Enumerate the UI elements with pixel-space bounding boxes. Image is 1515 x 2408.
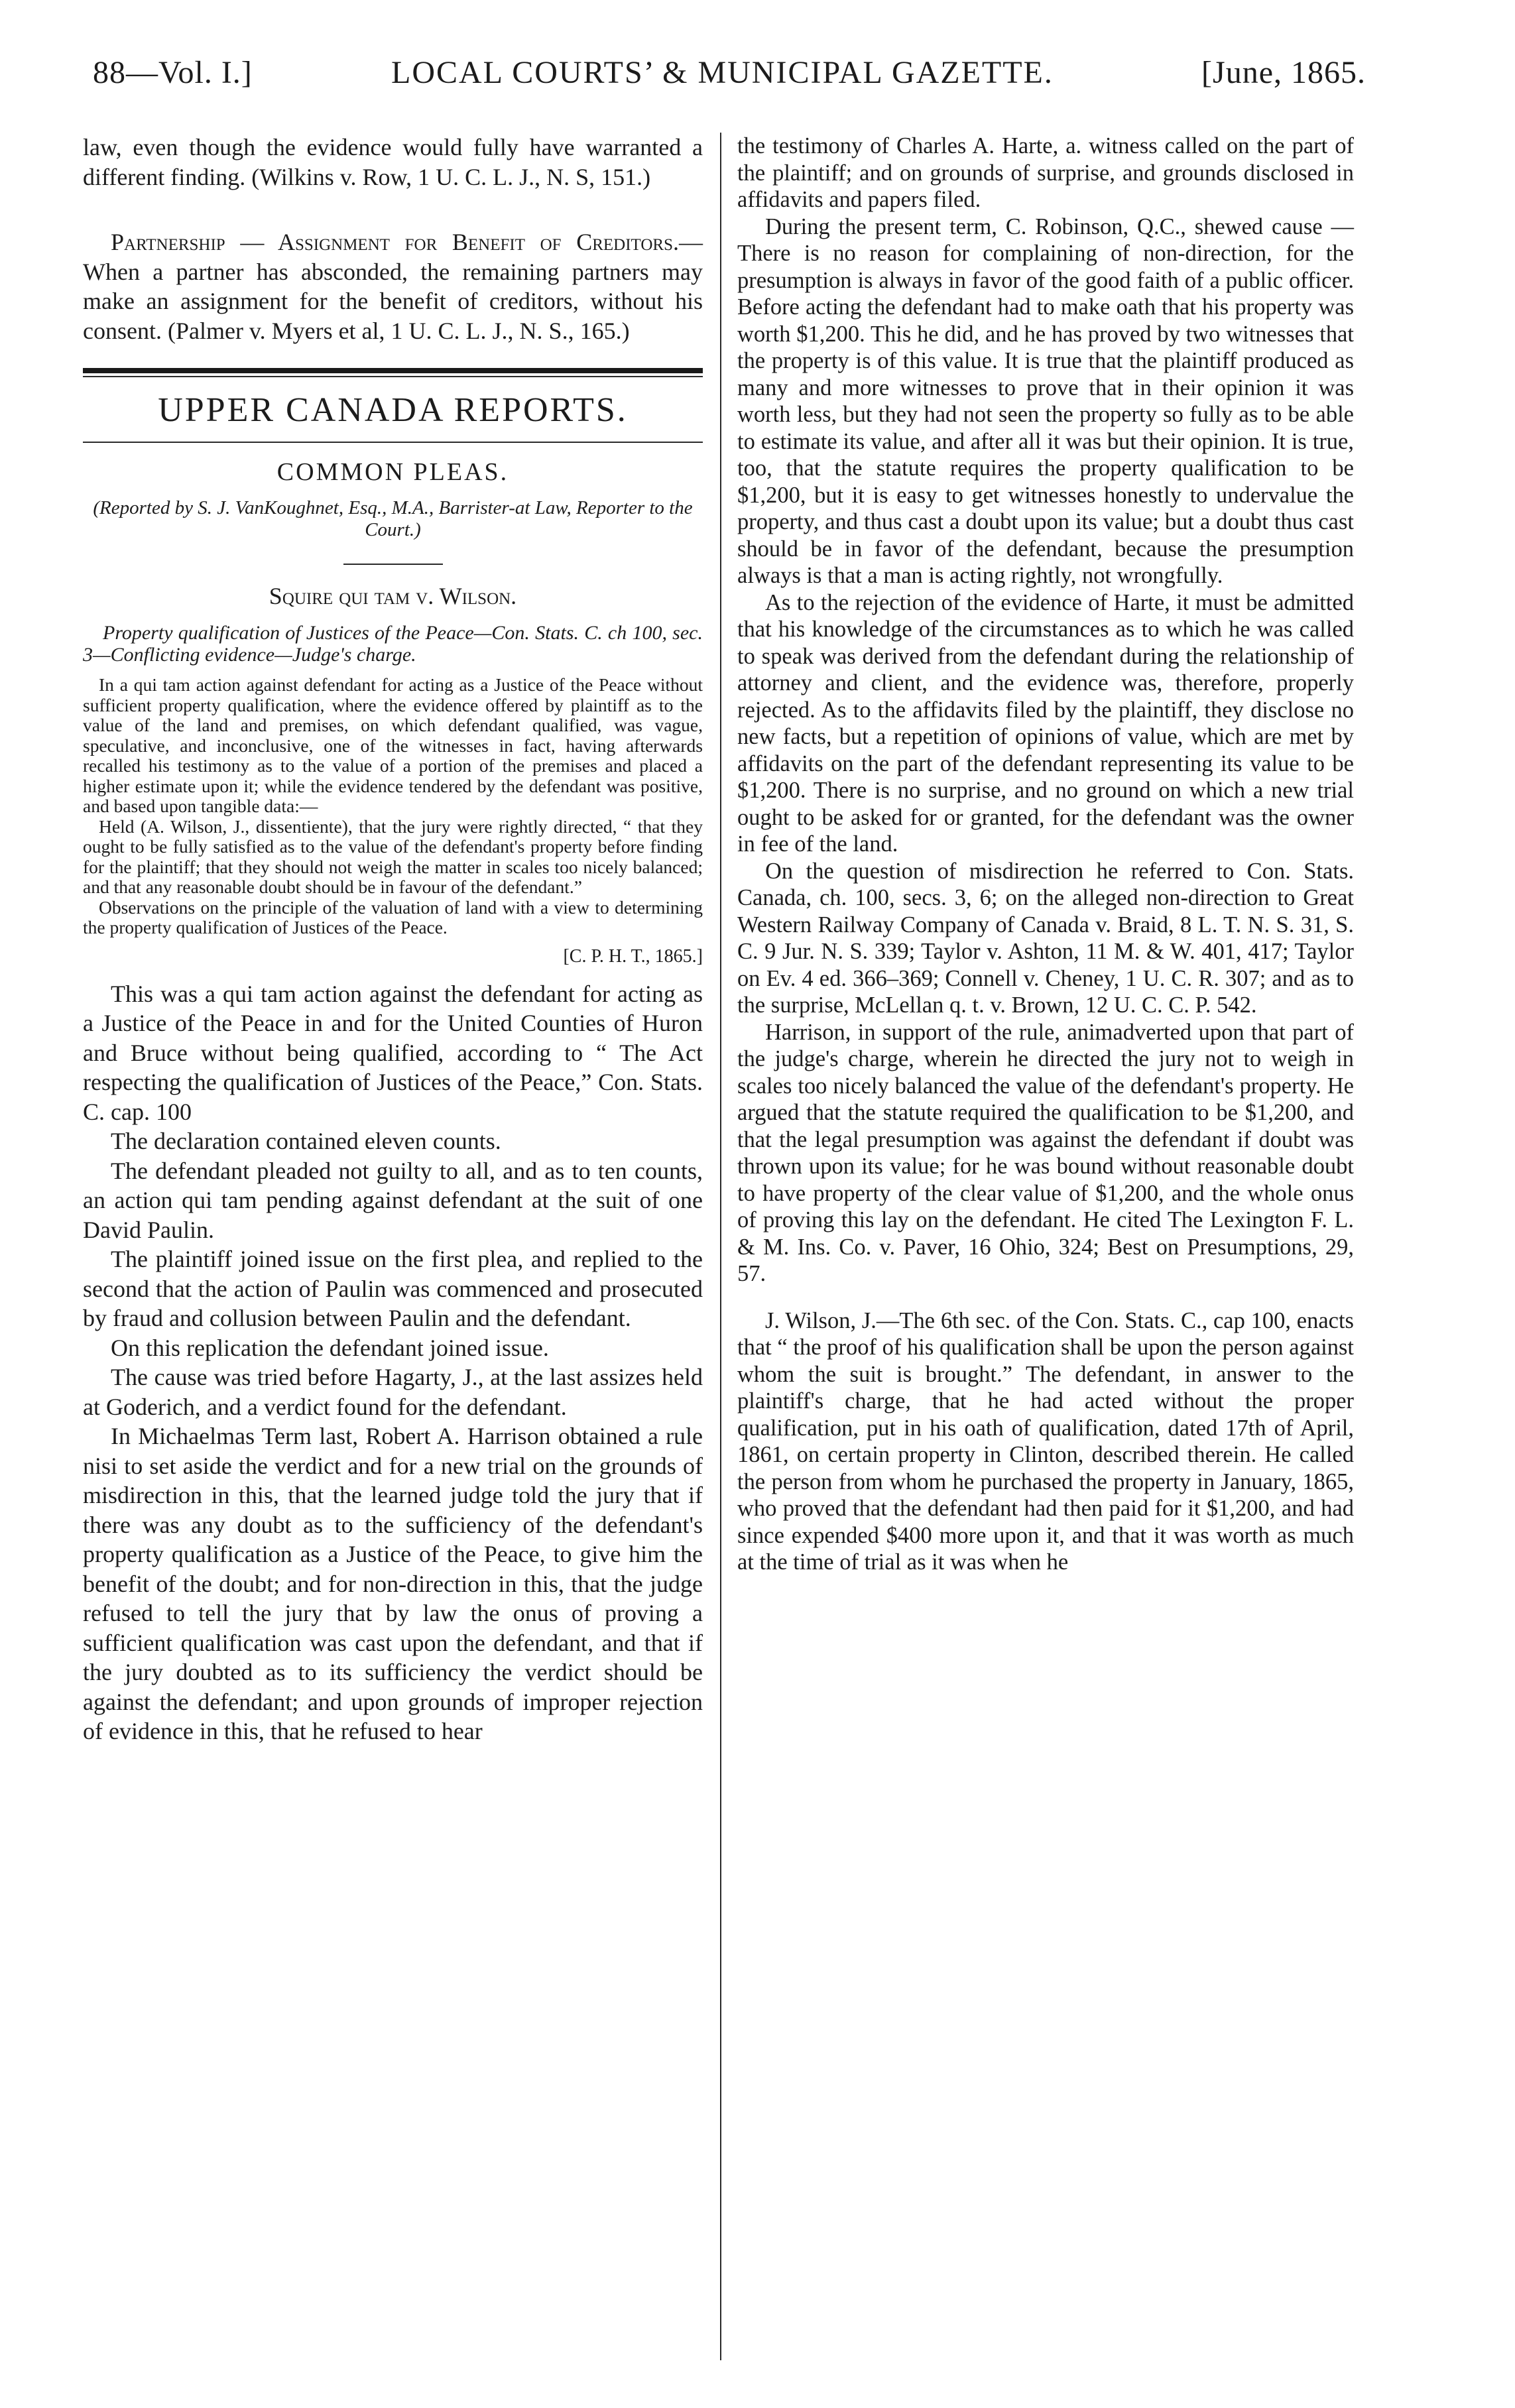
body-paragraph: As to the rejection of the evidence of Harte, it must be admitted that his knowledge of the circumstances as to which he was called to speak was derived from the defendant during the relationship of attorney and client, and the evidence was, therefore, properly rejected. As to the affidavits filed by the plaintiff, they disclose no new facts, but a repetition of opinions of value, which are met by affidavits on the part of the defendant representing its value to be $1,200. There is no surprise, and no ground on which a new trial ought to be asked for or granted, for the defendant was the owner in fee of the land. bbox=[737, 589, 1354, 857]
body-paragraph: The defendant pleaded not guilty to all, and as to ten counts, an action qui tam pending against defendant at the suit of one David Paulin. bbox=[83, 1157, 703, 1243]
section-rule-thin bbox=[83, 376, 703, 377]
headnote-paragraph: Observations on the principle of the valuation of land with a view to determining the property qualification of Justices of the Peace. bbox=[83, 896, 703, 937]
publication-title: LOCAL COURTS’ & MUNICIPAL GAZETTE. bbox=[391, 55, 1054, 90]
body-paragraph: In Michaelmas Term last, Robert A. Harrison obtained a rule nisi to set aside the verdict and for a new trial on the grounds of misdirection in this, that the learned judge told the jury that if there was any doubt as to the sufficiency of the defendant's property qualification as a Justice of the Peace, to give him the benefit of the doubt; and for non-direction in this, that the judge refused to tell the jury that by law the onus of proving a sufficient qualification was cast upon the defendant, and that if the jury doubted as to its sufficiency the verdict should be against the defendant; and upon grounds of improper rejection of evidence in this, that he refused to hear bbox=[83, 1423, 703, 1744]
headnote-paragraph: In a qui tam action against defendant for acting as a Justice of the Peace without sufficient property qualification, where the evidence offered by plaintiff as to the value of the land and premises, on which defendant qualified, was vague, speculative, and inconclusive, one of the witnesses in fact, having afterwards recalled his testimony as to the value of a portion of the premises and placed a higher estimate upon it; while the evidence tendered by the defendant was positive, and based upon tangible data:— bbox=[83, 674, 703, 816]
court-name: COMMON PLEAS. bbox=[276, 458, 509, 486]
body-paragraph: On this replication the defendant joined issue. bbox=[111, 1334, 549, 1361]
case-citation: [C. P. H. T., 1865.] bbox=[563, 945, 703, 967]
body-paragraph: During the present term, C. Robinson, Q.C., shewed cause —There is no reason for complaining of non-direction, for the presumption is always in favor of the good faith of a public officer. Before acting the defendant had to make oath that his property was worth $1,200. This he did, and he has proved by two witnesses that the property is of this value. It is true that the plaintiff produced as many and more witnesses to prove that in their opinion it was worth less, but they had not seen the property so fully as to be able to estimate its value, and after all it was but their opinion. It is true, too, that the statute requires the property qualification to be $1,200, but it is easy to get witnesses honestly to undervalue the property, and thus cast a doubt upon its value; but a doubt thus cast should be in favor of the defendant, because the presumption always is that a man is acting rightly, not wrongfully. bbox=[737, 213, 1354, 588]
note-body: —When a partner has absconded, the remaining partners may make an assignment for the benefit of creditors, without his consent. (Palmer v. Myers et al, 1 U. C. L. J., N. S., 165.) bbox=[83, 229, 703, 344]
intro-text: law, even though the evidence would fully have warranted a different finding. (Wilkins v. Row, 1 U. C. L. J., N. S, 151.) bbox=[83, 134, 703, 190]
section-rule-heavy bbox=[83, 368, 703, 373]
body-paragraph: the testimony of Charles A. Harte, a. witness called on the part of the plaintiff; and on grounds of surprise, and grounds disclosed in affidavits and papers filed. bbox=[737, 133, 1354, 212]
left-column bbox=[83, 133, 703, 1746]
headnote-paragraph: Held (A. Wilson, J., dissentiente), that the jury were rightly directed, “ that they ought to be fully satisfied as to the value of the defendant's property before finding for the plaintiff; that they should not weigh the matter in scales too nicely balanced; and that any reasonable doubt should be in favour of the defendant.” bbox=[83, 815, 703, 897]
body-paragraph: The declaration contained eleven counts. bbox=[111, 1128, 501, 1154]
body-paragraph: On the question of misdirection he referred to Con. Stats. Canada, ch. 100, secs. 3, 6; on the alleged non-direction to Great Western Railway Company of Canada v. Braid, 8 L. T. N. S. 31, S. C. 9 Jur. N. S. 339; Taylor v. Ashton, 11 M. & W. 401, 417; Taylor on Ev. 4 ed. 366–369; Connell v. Cheney, 1 U. C. R. 307; and as to the surprise, McLellan q. t. v. Brown, 12 U. C. C. P. 542. bbox=[737, 858, 1354, 1018]
note-heading: Partnership — Assignment for Benefit of Creditors. bbox=[111, 229, 679, 255]
body-paragraph: The plaintiff joined issue on the first plea, and replied to the second that the action of Paulin was commenced and prosecuted by fraud and collusion between Paulin and the defendant. bbox=[83, 1246, 703, 1331]
headnote-block bbox=[83, 675, 703, 938]
reporter-credit: (Reported by S. J. VanKoughnet, Esq., M.A., Barrister-at Law, Reporter to the Court.) bbox=[93, 497, 693, 540]
partnership-note bbox=[83, 227, 703, 345]
left-body bbox=[83, 979, 703, 1746]
section-title: UPPER CANADA REPORTS. bbox=[158, 391, 628, 429]
catchwords: Property qualification of Justices of the Peace—Con. Stats. C. ch 100, sec. 3—Conflicting evidence—Judge's charge. bbox=[83, 622, 703, 666]
body-paragraph: Harrison, in support of the rule, animadverted upon that part of the judge's charge, wherein he directed the jury not to weigh in scales too nicely balanced the value of the defendant's property. He argued that the statute required the qualification to be $1,200, and that the legal presumption was against the defendant if doubt was thrown upon its value; for he was bound without reasonable doubt to have property of the clear value of $1,200, and the whole onus of proving this lay on the defendant. He cited The Lexington F. L. & M. Ins. Co. v. Paver, 16 Ohio, 324; Best on Presumptions, 29, 57. bbox=[737, 1019, 1354, 1286]
judgment-paragraph: J. Wilson, J.—The 6th sec. of the Con. Stats. C., cap 100, enacts that “ the proof of his qualification shall be upon the person against whom the suit is brought.” The defendant, in answer to the plaintiff's charge, that he had acted without the proper qualification, put in his oath of qualification, dated 17th of April, 1861, on certain property in Clinton, described therein. He called the person from whom he purchased the property in January, 1865, who proved that the defendant had then paid for it $1,200, and had since expended $400 more upon it, and that it was worth as much at the time of trial as it was when he bbox=[737, 1307, 1354, 1575]
column-divider bbox=[720, 133, 721, 2360]
right-column bbox=[737, 133, 1354, 1576]
section-title-rule bbox=[83, 442, 703, 443]
case-title: Squire qui tam v. Wilson. bbox=[269, 583, 517, 609]
body-paragraph: The cause was tried before Hagarty, J., at the last assizes held at Goderich, and a verdict found for the defendant. bbox=[83, 1364, 703, 1420]
running-header bbox=[93, 48, 1366, 107]
body-paragraph: This was a qui tam action against the defendant for acting as a Justice of the Peace in and for the United Counties of Huron and Bruce without being qualified, according to “ The Act respecting the qualification of Justices of the Peace,” Con. Stats. C. cap. 100 bbox=[83, 980, 703, 1125]
issue-date: [June, 1865. bbox=[1201, 55, 1366, 90]
page-volume-label: 88—Vol. I.] bbox=[93, 55, 253, 90]
